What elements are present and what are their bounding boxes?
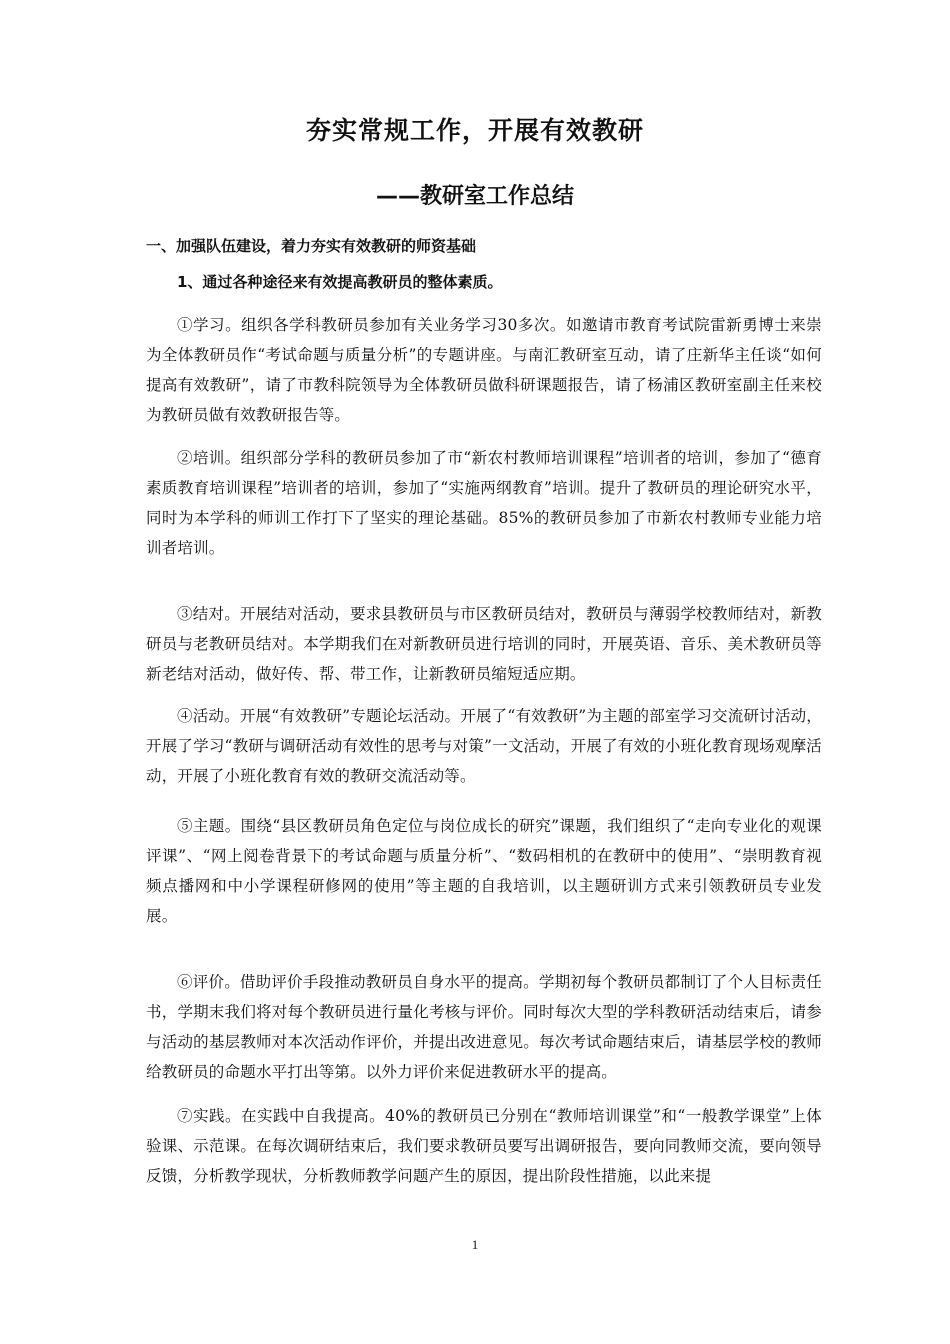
paragraph-activities: ④活动。开展“有效教研”专题论坛活动。开展了“有效教研”为主题的部室学习交流研讨活动，开展了学习“教研与调研活动有效性的思考与对策”一文活动，开展了有效的小班化教育现场观摩活动，开展了小班化教育有效的教研交流活动等。: [146, 707, 822, 785]
paragraph-pairing: ③结对。开展结对活动，要求县教研员与市区教研员结对，教研员与薄弱学校教师结对，新教研员与老教研员结对。本学期我们在对新教研员进行培训的同时，开展英语、音乐、美术教研员等新老结对活动，做好传、帮、带工作，让新教研员缩短适应期。: [146, 605, 822, 683]
paragraph-practice: ⑦实践。在实践中自我提高。40%的教研员已分别在“教师培训课堂”和“一般教学课堂”上体验课、示范课。在每次调研结束后，我们要求教研员要写出调研报告，要向同教师交流，要向领导反馈，分析教学现状，分析教师教学问题产生的原因，提出阶段性措施，以此来提: [146, 1107, 822, 1185]
paragraph-themes: ⑤主题。围绕“县区教研员角色定位与岗位成长的研究”课题，我们组织了“走向专业化的观课评课”、“网上阅卷背景下的考试命题与质量分析”、“数码相机的在教研中的使用”、“崇明教育视频点播网和中小学课程研修网的使用”等主题的自我培训，以主题研训方式来引领教研员专业发展。: [146, 817, 822, 925]
document-subtitle: ——教研室工作总结: [375, 184, 574, 209]
subsection-heading: 1、通过各种途径来有效提高教研员的整体素质。: [177, 273, 503, 291]
paragraph-evaluation: ⑥评价。借助评价手段推动教研员自身水平的提高。学期初每个教研员都制订了个人目标责任书，学期末我们将对每个教研员进行量化考核与评价。同时每次大型的学科教研活动结束后，请参与活动的基层教师对本次活动作评价，并提出改进意见。每次考试命题结束后，请基层学校的教师给教研员的命题水平打出等第。以外力评价来促进教研水平的提高。: [146, 973, 822, 1081]
paragraph-training: ②培训。组织部分学科的教研员参加了市“新农村教师培训课程”培训者的培训，参加了“德育素质教育培训课程”培训者的培训，参加了“实施两纲教育”培训。提升了教研员的理论研究水平，同时为本学科的师训工作打下了坚实的理论基础。85%的教研员参加了市新农村教师专业能力培训者培训。: [146, 449, 822, 557]
page-number: 1: [471, 1237, 479, 1252]
paragraph-study: ①学习。组织各学科教研员参加有关业务学习30多次。如邀请市教育考试院雷新勇博士来崇为全体教研员作“考试命题与质量分析”的专题讲座。与南汇教研室互动，请了庄新华主任谈“如何提高有效教研”，请了市教科院领导为全体教研员做科研课题报告，请了杨浦区教研室副主任来校为教研员做有效教研报告等。: [146, 316, 822, 424]
document-title: 夯实常规工作，开展有效教研: [305, 116, 644, 145]
section-heading: 一、加强队伍建设，着力夯实有效教研的师资基础: [146, 237, 477, 255]
